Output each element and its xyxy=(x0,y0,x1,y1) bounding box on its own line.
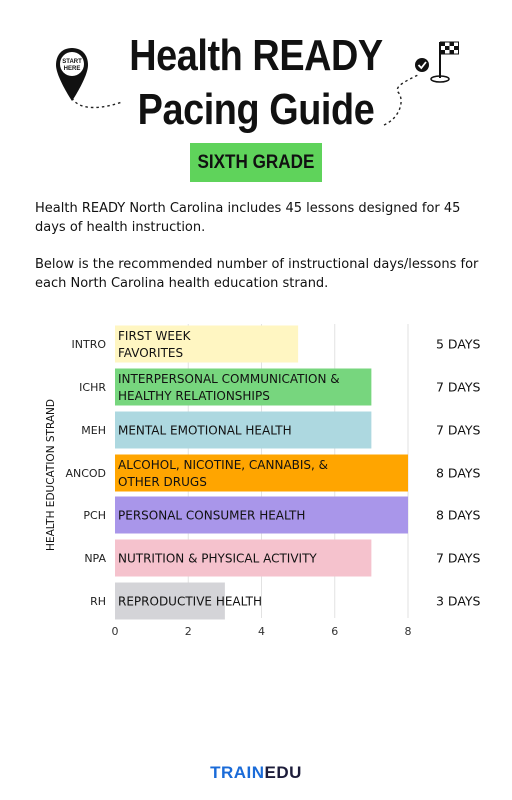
bar-label: FAVORITES xyxy=(118,346,184,360)
category-label: NPA xyxy=(84,552,106,565)
bar-label: MENTAL EMOTIONAL HEALTH xyxy=(118,423,292,438)
grade-badge-label: SIXTH GRADE xyxy=(197,151,315,173)
x-tick-label: 6 xyxy=(331,625,339,638)
day-count-label: 3 DAYS xyxy=(436,593,481,609)
page-title-line-1: Health READY xyxy=(129,31,383,80)
x-tick-label: 4 xyxy=(258,625,265,638)
category-label: ANCOD xyxy=(65,467,106,480)
bar-label: HEALTHY RELATIONSHIPS xyxy=(118,389,270,403)
y-axis-label: HEALTH EDUCATION STRAND xyxy=(45,399,57,551)
category-label: INTRO xyxy=(71,338,106,351)
x-tick-label: 8 xyxy=(404,625,412,638)
bar-label: INTERPERSONAL COMMUNICATION & xyxy=(118,372,340,386)
bar-label: ALCOHOL, NICOTINE, CANNABIS, & xyxy=(118,458,329,472)
intro-paragraph-1: Health READY North Carolina includes 45 lessons designed for 45 days of health instruction. xyxy=(35,201,461,235)
bar-label: OTHER DRUGS xyxy=(118,475,207,489)
grade-badge xyxy=(190,143,322,182)
intro-paragraph-2: Below is the recommended number of instructional days/lessons for each North Carolina health education strand. xyxy=(35,257,479,291)
category-label: MEH xyxy=(81,424,106,437)
logo-part-train: TRAIN xyxy=(210,763,265,782)
bar-label: PERSONAL CONSUMER HEALTH xyxy=(118,508,306,523)
day-count-label: 7 DAYS xyxy=(436,550,481,566)
day-count-label: 7 DAYS xyxy=(436,379,481,395)
day-count-label: 5 DAYS xyxy=(436,336,481,352)
page-title-line-2: Pacing Guide xyxy=(137,85,375,134)
bar-label: NUTRITION & PHYSICAL ACTIVITY xyxy=(118,551,317,566)
logo-part-edu: EDU xyxy=(264,763,302,782)
category-label: ICHR xyxy=(79,381,106,394)
day-count-label: 8 DAYS xyxy=(436,507,481,523)
category-label: PCH xyxy=(83,509,106,522)
bar-label: FIRST WEEK xyxy=(118,329,191,343)
bar-label: REPRODUCTIVE HEALTH xyxy=(118,594,263,609)
trainedu-logo xyxy=(0,763,512,783)
pacing-bar-chart xyxy=(0,310,512,650)
here-label: HERE xyxy=(63,66,81,72)
x-tick-label: 0 xyxy=(111,625,119,638)
category-label: RH xyxy=(90,595,106,608)
x-tick-label: 2 xyxy=(184,625,192,638)
day-count-label: 7 DAYS xyxy=(436,422,481,438)
start-label: START xyxy=(62,59,82,65)
day-count-label: 8 DAYS xyxy=(436,465,481,481)
